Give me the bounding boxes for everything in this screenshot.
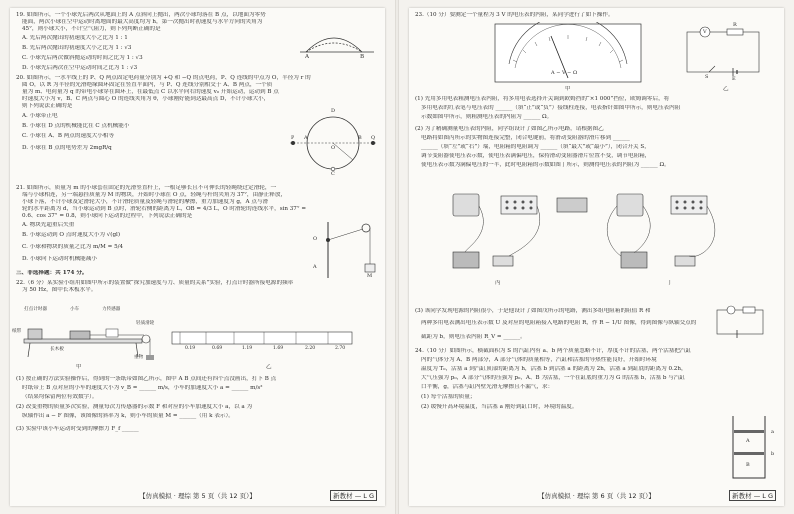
exam-page-5 [10, 8, 385, 506]
q23-caption-jia: 甲 [565, 86, 571, 92]
q23-caption-bing: 丙 [495, 280, 501, 286]
q22-part1-line-1: (1) 按正确的方法实验操作后，得到的一条纸带如图乙所示，图中 A B 点间还有四个点没画出，打下 B 点 [16, 376, 277, 382]
q23-circuit-label-e: E [732, 76, 736, 82]
q23-part2-line-4: 调节变阻器使电压表示数，使电压表满偏电压，保持滑动变阻器滑片位置不变，调节电阻箱， [421, 153, 651, 159]
q20-label-b: B [358, 135, 362, 141]
q19-stem-line-1: 19. 如图所示，一个小球先后两次从地面上的 A 点斜向上抛出，两次小球均落在 B 点，以地面为零势 [16, 12, 266, 18]
q23-part1-line-3: 示数如图甲所示，则粗测电压表的内阻为 ______ Ω。 [421, 114, 553, 120]
q19-stem-line-3: 45°，则小球大小，不计空气阻力，则下列判断正确的是 [22, 26, 161, 32]
q22-part3-line-1: (3) 实验中该小车运动时受到的摩擦力 F_f ______ [16, 426, 139, 432]
q23-caption-yi: 乙 [723, 86, 729, 92]
q24-label-piston-b: b [771, 451, 775, 457]
q22-stem-line-2: 为 50 Hz，图中长木板水平。 [22, 287, 97, 293]
q21-option-d: D. 小球向下运动时机械能减小 [22, 256, 97, 262]
q23-part2-line-2: 电路将如图丙所示的实物图连接完整，闭合电键前，将滑动变阻器的滑片移到 ______ [421, 135, 630, 141]
q22-label-board: 长木板 [50, 347, 64, 352]
q21-stem-line-5: 0.6、cos 37° = 0.8，则小球向下运动的过程中，下列说法正确的是 [22, 213, 193, 219]
page-fold [395, 0, 399, 514]
page-6-tag: 新教材 — L G [729, 490, 776, 501]
q23-part1-line-2: 多用电表的红表笔与电压表的 ______（填“正”或“负”）接线柱连接，电表指针如图甲所示，则电压表内阻 [421, 105, 681, 111]
q21-pulley-figure [318, 220, 378, 280]
q23-circuit-label-v: V [703, 29, 707, 35]
q22-tape-value-2: 0.69 [212, 346, 223, 351]
q21-option-b: B. 小球运动到 O 点时速度大小为 √(gl) [22, 232, 121, 238]
q23-wu-circuit-figure [711, 304, 771, 340]
q24-part-1: (1) 每个活塞的质量； [421, 394, 476, 400]
q24-stem-line-1: 24.（10 分）如图所示，横截面积为 S 的汽缸内有 a、b 两个质量忽略不计，厚度不计的活塞，两个活塞把汽缸 [415, 348, 692, 354]
q24-label-piston-a: a [771, 429, 774, 435]
q22-label-sensor: 力传感器 [102, 307, 121, 312]
q22-tape-value-4: 1.69 [273, 346, 284, 351]
q23-part3-line-2: 两种多用电表测出电压表示数 U 及对应的电阻箱接入电路的电阻 R，作 R − 1/U 图像，得到图像与纵轴交点的 [421, 320, 697, 326]
q20-stem-line-5: 则下列说法正确的是 [22, 103, 73, 109]
q20-stem-line-1: 20. 如图所示，一水平线上的 P、Q 两点固定电荷量分别为 +Q 和 −Q 的点电荷，P、Q 连线的中点为 O，半径为 r 的 [16, 75, 311, 81]
q21-option-a: A. 物块先超重后失重 [22, 222, 75, 228]
q20-option-d: D. 小球在 B 点的电势差为 2mgR/q [22, 145, 112, 151]
q23-circuit-figure [679, 26, 767, 82]
q22-tape-figure [170, 326, 355, 352]
q22-part2-line-2: 纵轴作出 a − F 图像，该图像的斜率为 k，则小车的质量 M = ______（用 k 表示）。 [22, 413, 234, 419]
q22-caption-a: 甲 [76, 364, 82, 370]
q19-option-a: A. 先后两次抛出的初速度大小之比为 1 : 1 [22, 35, 128, 41]
q22-label-tape: 纸带 [12, 329, 22, 334]
q20-stem-line-3: 量为 m、电荷量为 q 的带电小球穿在圆环上，在最低点 C 以水平向右的速度 v₀ 开始运动，运动到 B 点 [22, 89, 279, 95]
q20-label-p: P [291, 135, 295, 141]
q20-option-c: C. 小球在 A、B 两点的速度大小相等 [22, 133, 115, 139]
q20-option-a: A. 小球带正电 [22, 113, 58, 119]
q22-part2-line-1: (2) 改变重物的质量多次实验，测量每次力传感器的示数 F 和对应的小车加速度大小 a，以 a 为 [16, 404, 253, 410]
q21-stem-line-1: 21. 如图所示，质量为 m 的小球套在固定的光滑竖直杆上，一根足够长且不可伸长的轻绳绕过定滑轮，一 [16, 185, 277, 191]
q24-stem-line-2: 内的气体分为 A、B 两部分，A 部分气体的质量相等，汽缸和活塞的导热性能良好，开始时环境 [421, 357, 657, 363]
q20-label-o: O [331, 145, 336, 151]
q23-caption-ding: 丁 [667, 280, 673, 286]
q21-stem-line-4: 轮的水平距离为 d，当小球运动到 B 点时，滑轮右侧的距离为 L，OB = 4/3 L，O 时滑轮的连线水平，sin 37° = [22, 206, 307, 212]
q21-stem-line-3: 小球下落，不计小球及定滑轮大小，不计滑轮质量及轻绳与滑轮的摩擦，重力加速度为 g，A 点与滑 [22, 199, 269, 205]
q23-meter-label: A − V − Ω [551, 70, 578, 76]
q24-part-2: (2) 缓慢升高环境温度，当活塞 a 刚好到缸口时，环境的温度。 [421, 404, 578, 410]
q22-stem-line-1: 22.（6 分）某实验小组用如图甲所示的装置做“探究加速度与力、质量的关系”实验，打点计时器所接电源的频率 [16, 280, 294, 286]
q22-label-cart: 小车 [70, 307, 80, 312]
q19-option-b: B. 先后两次抛出的初速度大小之比为 1 : √3 [22, 45, 132, 51]
q22-caption-b: 乙 [266, 364, 272, 370]
q22-tape-value-3: 1.19 [242, 346, 253, 351]
q23-part2-line-1: (2) 为了精确测量电压表的内阻，同学组设计了如图乙所示电路，请根据图乙 [415, 126, 604, 132]
q20-stem-line-4: 时速度大小为 v，B、C 两点与圆心 O 的连线夹角为 θ，小球刚好能到达最高点 D，不计小球大小， [22, 96, 270, 102]
q23-circuit-label-r: R [733, 22, 737, 28]
q23-part3-line-3: 截距为 b，则电压表内阻 R_V = ______。 [421, 334, 526, 340]
q24-stem-line-5: 口平衡，g，活塞与缸内壁光滑无摩擦且不漏气，求： [421, 384, 554, 390]
page-5-footer: 【仿真模拟 · 理综 第 5 页（共 12 页）】 [139, 492, 256, 500]
section-3-heading: 三、非选择题：共 174 分。 [16, 270, 88, 276]
q24-cylinder-figure [729, 412, 769, 482]
q20-label-c: C [331, 171, 335, 177]
page-6-footer: 【仿真模拟 · 理综 第 6 页（共 12 页）】 [538, 492, 655, 500]
q24-stem-line-3: 温度为 T₀，活塞 a 到汽缸顶部的距离为 h，活塞 b 到活塞 a 的距离为 2h，活塞 a 到缸底的距离为 0.2h， [421, 366, 687, 372]
q22-label-pulley: 轻质滑轮 [136, 321, 155, 326]
q24-label-b: B [746, 462, 750, 468]
q19-option-c: C. 小球先后两次做斜抛运动的时间之比为 1 : √3 [22, 55, 143, 61]
q19-stem-line-2: 能面，两次小球在空中运动时离地面的最大高度均为 h，第一次抛出时初速度与水平方向的夹角为 [22, 19, 263, 25]
exam-page-6 [409, 8, 784, 506]
q20-label-q: Q [371, 135, 376, 141]
q21-option-c: C. 小球和物块的质量之比为 m/M = 5/4 [22, 244, 124, 250]
q23-stem: 23.（10 分）要测定一个量程为 3 V 的电压表的内阻，某同学进行了如下操作。 [415, 12, 614, 18]
q22-label-weight: 重物 [134, 355, 144, 360]
q22-part1-line-3: （结果均保留两位有效数字）。 [22, 394, 98, 400]
q21-label-a: A [313, 264, 317, 270]
q23-part2-line-5: 使电压表示数为满偏电压的一半，此时电阻箱的示数如图丁所示，则测得电压表的内阻为 ______ Ω。 [421, 162, 670, 168]
q21-stem-line-2: 端与小球相连，另一端悬挂质量为 M 的物块，开始时小球在 O 点，轻绳与杆的夹角为 37°，由静止释放， [22, 192, 287, 198]
page-5-tag: 新教材 — L G [330, 490, 377, 501]
q20-label-d: D [331, 108, 336, 114]
q22-part1-line-2: 时纸带上 B 点对应的小车的速度大小为 v_B = ______ m/s，小车的加速度大小 a = ______ m/s² [22, 385, 263, 391]
q23-part3-line-1: (3) 该同学发现电源的内阻很小，于是他设计了如图戊所示的电路，测出多组电阻箱的阻值 R 和 [415, 308, 651, 314]
q19-label-b: B [360, 54, 365, 60]
q21-label-o: O [313, 236, 318, 242]
q20-ring-figure [288, 108, 378, 178]
q19-label-a: A [305, 54, 310, 60]
q22-tape-value-6: 2.70 [335, 346, 346, 351]
q23-part1-line-1: (1) 先用多用电表粗测电压表内阻，将多用电表选择开关调到欧姆挡的“×1 000”挡位，欧姆调零后，将 [415, 96, 670, 102]
q21-label-m: M [367, 273, 373, 279]
q20-stem-line-2: 圆 O，以 R 为半径的光滑绝缘圆环固定在竖直平面内，与 P、Q 连线分别相交于 A、B 两点，一个质 [22, 82, 273, 88]
q22-tape-value-5: 2.20 [305, 346, 316, 351]
q19-trajectory-figure [298, 24, 378, 60]
q20-option-b: B. 小球在 D 点的机械能比在 C 点机械能小 [22, 123, 130, 129]
q20-label-a: A [304, 135, 308, 141]
q22-label-timer: 打点计时器 [24, 307, 47, 312]
q19-option-d: D. 小球先后两次在空中运动时间之比为 1 : √3 [22, 65, 138, 71]
q23-wiring-figure [449, 176, 749, 296]
q24-label-a: A [746, 438, 750, 444]
q24-stem-line-4: 大气压强为 p₀，A 部分气体的压强为 p₀，A、B 为活塞，一个在缸底的重力为 G 的活塞 b，活塞 b 与汽缸 [421, 375, 686, 381]
q22-tape-value-1: 0.19 [185, 346, 196, 351]
q23-circuit-label-s: S [705, 74, 709, 80]
q23-part2-line-3: ______（填“左”或“右”）端，电阻箱的电阻调为 ______（填“最大”或“最小”），闭合开关 S， [421, 144, 650, 150]
